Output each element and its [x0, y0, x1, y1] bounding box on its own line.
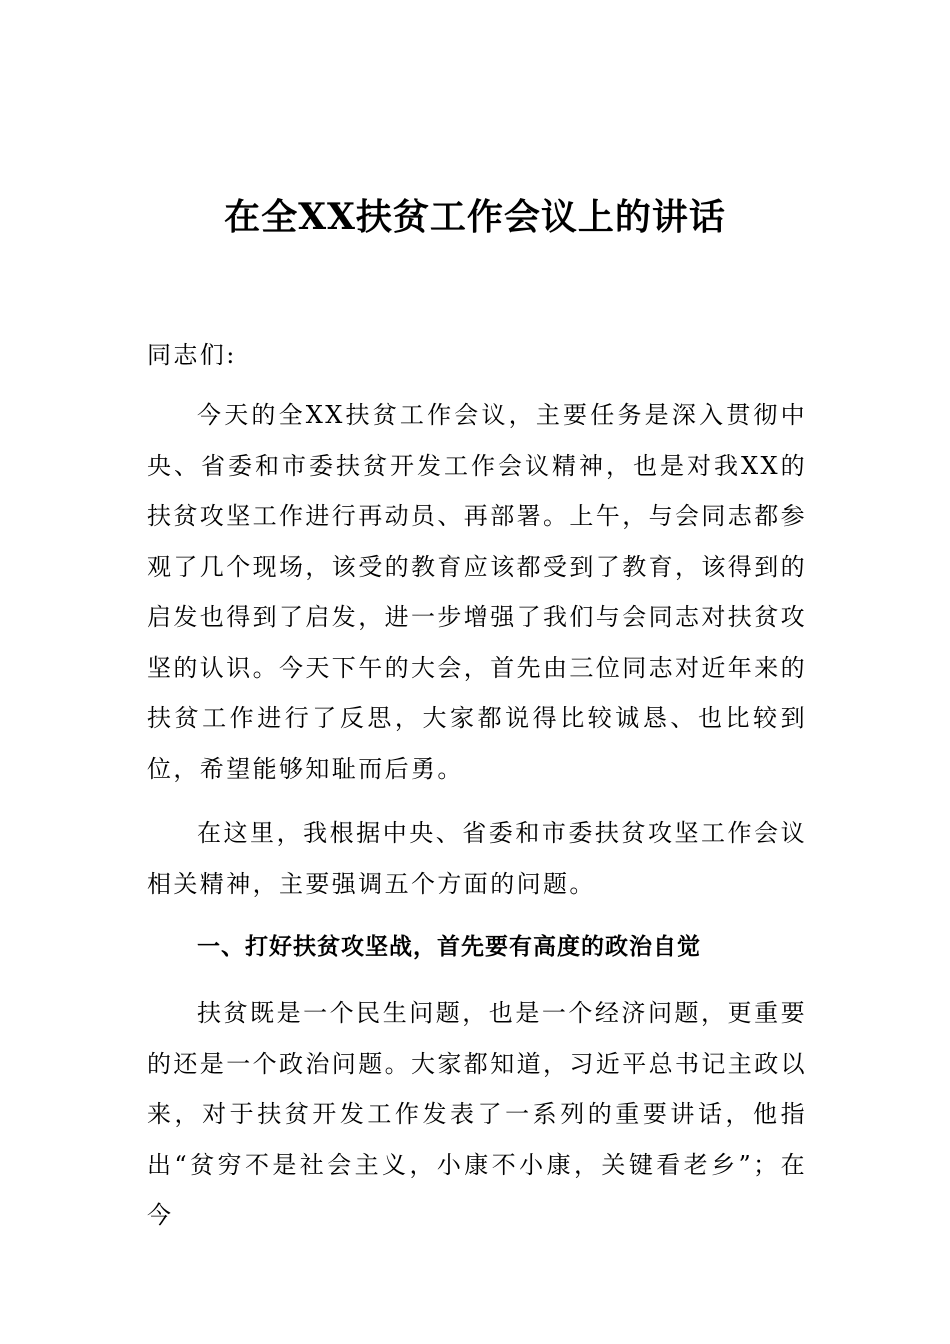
document-title: 在全XX扶贫工作会议上的讲话 — [224, 196, 726, 238]
body-paragraph-intro: 今天的全XX扶贫工作会议，主要任务是深入贯彻中央、省委和市委扶贫开发工作会议精神，也是对我XX的扶贫攻坚工作进行再动员、再部署。上午，与会同志都参观了几个现场，该受的教育应该都受到了教育，该得到的启发也得到了启发，进一步增强了我们与会同志对扶贫攻坚的认识。今天下午的大会，首先由三位同志对近年来的扶贫工作进行了反思，大家都说得比较诚恳、也比较到位，希望能够知耻而后勇。 — [147, 401, 807, 783]
section-heading: 一、打好扶贫攻坚战，首先要有高度的政治自觉 — [197, 934, 701, 960]
salutation: 同志们: — [147, 341, 237, 369]
body-paragraph-overview: 在这里，我根据中央、省委和市委扶贫攻坚工作会议相关精神，主要强调五个方面的问题。 — [147, 819, 807, 898]
section-paragraph: 扶贫既是一个民生问题，也是一个经济问题，更重要的还是一个政治问题。大家都知道，习近平总书记主政以来，对于扶贫开发工作发表了一系列的重要讲话，他指出“贫穷不是社会主义，小康不小康，关键看老乡”；在今 — [147, 999, 807, 1229]
